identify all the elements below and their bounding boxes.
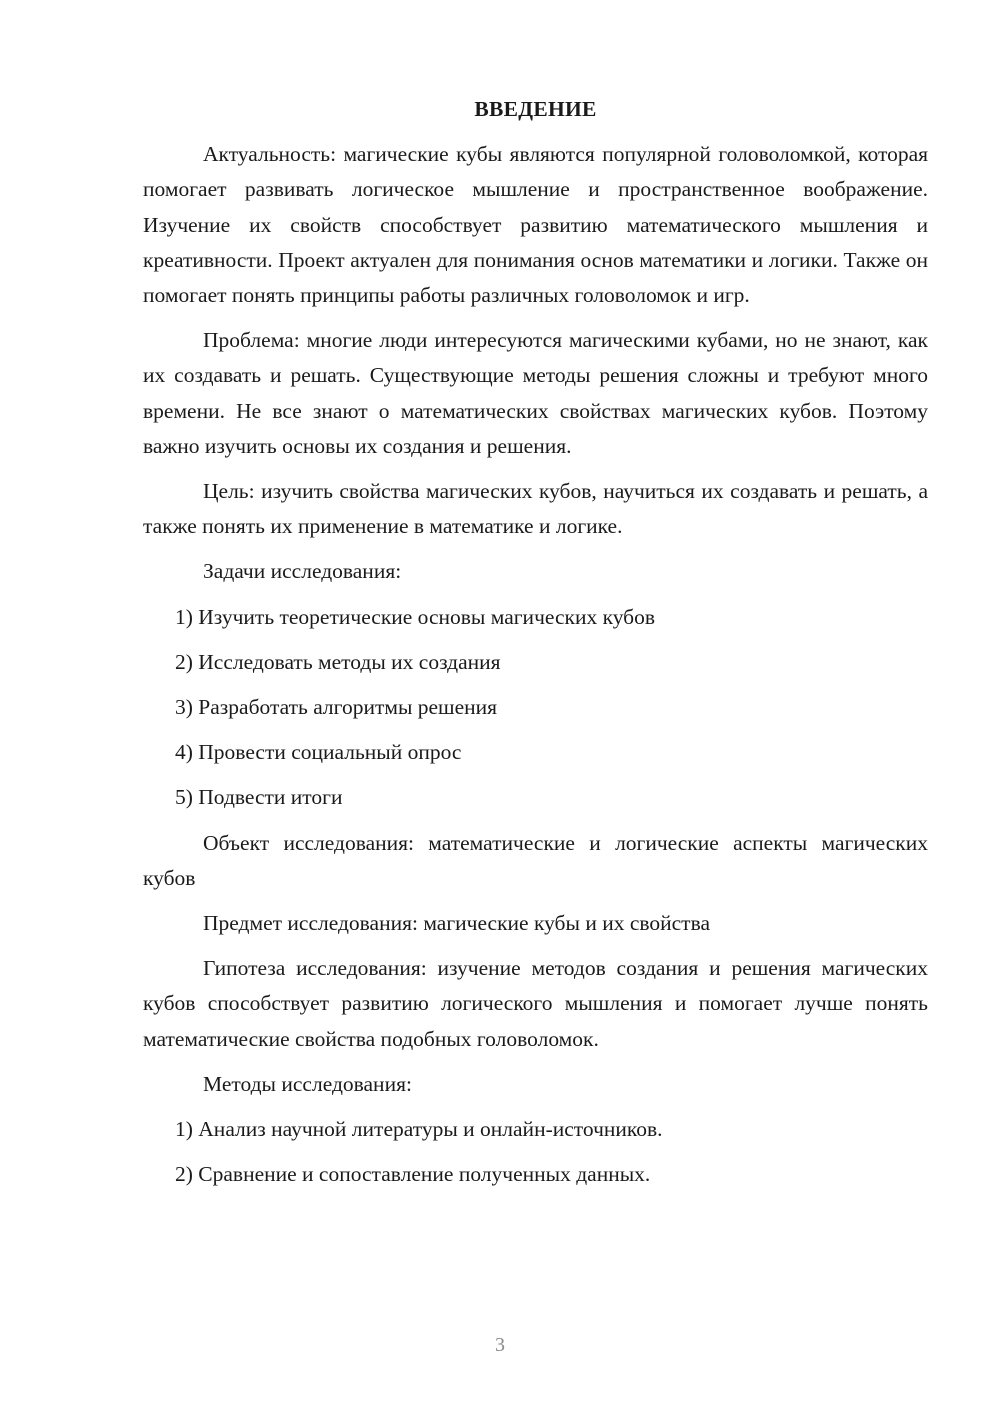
page-number: 3 [495,1334,505,1356]
hypothesis-paragraph: Гипотеза исследования: изучение методов создания и решения магических кубов способствует развитию логического мышления и помогает лучше понять математические свойства подобных головоломок. [143,956,928,1051]
page-content [143,92,928,1202]
method-item: 2) Сравнение и сопоставление полученных данных. [175,1162,651,1187]
relevance-paragraph: Актуальность: магические кубы являются популярной головоломкой, которая помогает развивать логическое мышление и пространственное воображение. Изучение их свойств способствует развитию математического мышления и креативности. Проект актуален для понимания основ математики и логики. Также он помогает понять принципы работы различных головоломок и игр. [143,142,928,308]
subject-paragraph: Предмет исследования: магические кубы и их свойства [203,911,710,936]
task-item: 3) Разработать алгоритмы решения [175,695,498,720]
problem-paragraph: Проблема: многие люди интересуются магическими кубами, но не знают, как их создавать и решать. Существующие методы решения сложны и требуют много времени. Не все знают о математических свойствах магических кубов. Поэтому важно изучить основы их создания и решения. [143,328,928,458]
object-paragraph: Объект исследования: математические и логические аспекты магических кубов [143,830,928,890]
method-item: 1) Анализ научной литературы и онлайн-источников. [175,1117,663,1142]
task-item: 5) Подвести итоги [175,785,343,810]
goal-paragraph: Цель: изучить свойства магических кубов, научиться их создавать и решать, а также понять их применение в математике и логике. [143,479,928,539]
methods-label: Методы исследования: [203,1071,412,1096]
task-item: 1) Изучить теоретические основы магических кубов [175,604,656,629]
task-item: 4) Провести социальный опрос [175,740,462,765]
tasks-label: Задачи исследования: [203,559,402,584]
task-item: 2) Исследовать методы их создания [175,649,501,674]
tasks-list [143,600,928,816]
methods-list [143,1112,928,1192]
section-title: ВВЕДЕНИЕ [474,97,597,121]
